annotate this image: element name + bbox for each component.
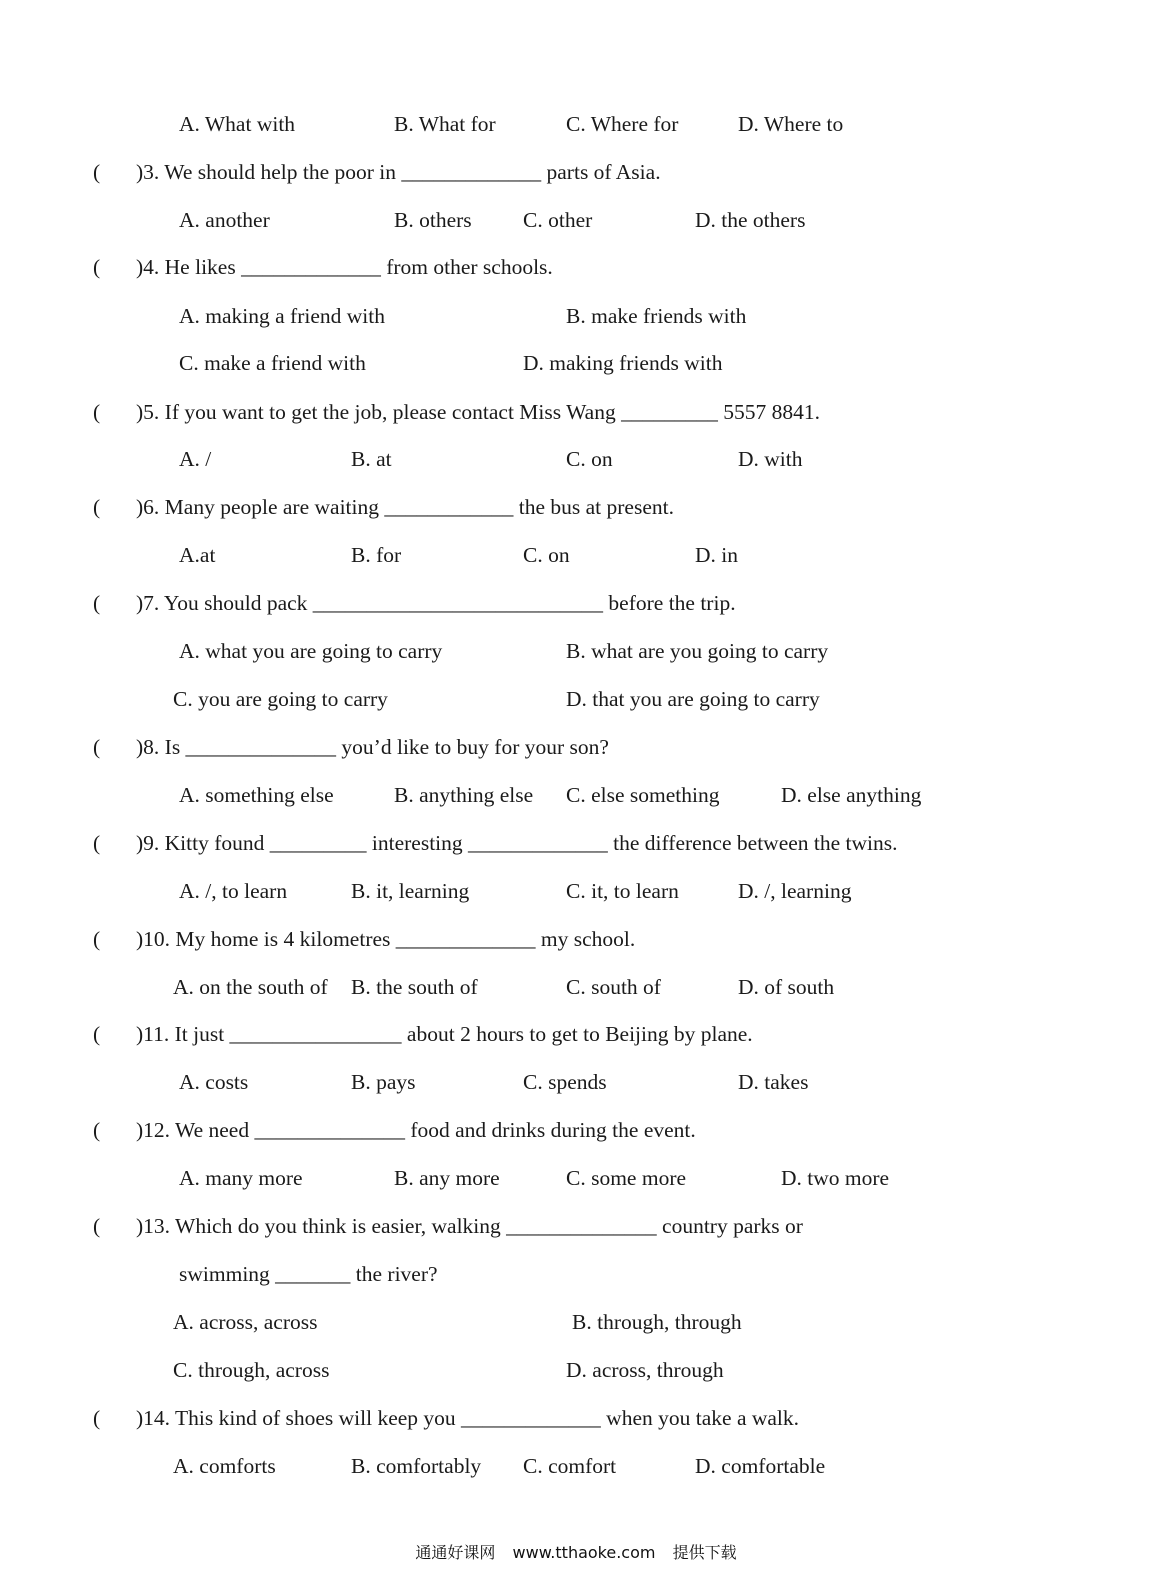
q4-stem: )4. He likes _____________ from other schools. bbox=[136, 255, 553, 279]
q3-answer-bracket: ( bbox=[93, 160, 101, 184]
q14-option-c: C. comfort bbox=[523, 1454, 617, 1478]
q2-option-a: A. What with bbox=[179, 112, 296, 136]
q7-option-c: C. you are going to carry bbox=[173, 687, 388, 711]
q14-option-a: A. comforts bbox=[173, 1454, 276, 1478]
q10-answer-bracket: ( bbox=[93, 927, 101, 951]
q11-option-b: B. pays bbox=[351, 1070, 416, 1094]
q6-option-b: B. for bbox=[351, 543, 402, 567]
q12-answer-bracket: ( bbox=[93, 1118, 101, 1142]
q11-option-d: D. takes bbox=[738, 1070, 809, 1094]
q5-option-c: C. on bbox=[566, 447, 613, 471]
q12-option-d: D. two more bbox=[781, 1166, 890, 1190]
q4-option-c: C. make a friend with bbox=[179, 351, 366, 375]
q6-stem: )6. Many people are waiting ____________ the bus at present. bbox=[136, 495, 674, 519]
q14-stem: )14. This kind of shoes will keep you _____________ when you take a walk. bbox=[136, 1406, 800, 1430]
q10-option-a: A. on the south of bbox=[173, 975, 328, 999]
q4-option-a: A. making a friend with bbox=[179, 304, 385, 328]
q8-option-b: B. anything else bbox=[394, 783, 534, 807]
q12-option-a: A. many more bbox=[179, 1166, 303, 1190]
q3-option-d: D. the others bbox=[695, 208, 806, 232]
q6-answer-bracket: ( bbox=[93, 495, 101, 519]
q14-option-b: B. comfortably bbox=[351, 1454, 482, 1478]
q9-option-c: C. it, to learn bbox=[566, 879, 679, 903]
q9-option-d: D. /, learning bbox=[738, 879, 852, 903]
q4-option-b: B. make friends with bbox=[566, 304, 747, 328]
q7-stem: )7. You should pack ___________________________ before the trip. bbox=[136, 591, 736, 615]
q11-option-c: C. spends bbox=[523, 1070, 607, 1094]
q3-option-c: C. other bbox=[523, 208, 593, 232]
q8-option-d: D. else anything bbox=[781, 783, 922, 807]
q8-stem: )8. Is ______________ you’d like to buy for your son? bbox=[136, 735, 609, 759]
q13-answer-bracket: ( bbox=[93, 1214, 101, 1238]
q9-stem: )9. Kitty found _________ interesting _____________ the difference between the twins. bbox=[136, 831, 898, 855]
q8-answer-bracket: ( bbox=[93, 735, 101, 759]
q3-option-a: A. another bbox=[179, 208, 270, 232]
q5-option-d: D. with bbox=[738, 447, 803, 471]
q13-option-d: D. across, through bbox=[566, 1358, 724, 1382]
q5-option-b: B. at bbox=[351, 447, 392, 471]
q5-stem: )5. If you want to get the job, please contact Miss Wang _________ 5557 8841. bbox=[136, 400, 820, 424]
q14-option-d: D. comfortable bbox=[695, 1454, 826, 1478]
q10-option-d: D. of south bbox=[738, 975, 835, 999]
q13-option-a: A. across, across bbox=[173, 1310, 318, 1334]
q6-option-c: C. on bbox=[523, 543, 570, 567]
footer-url[interactable]: www.tthaoke.com bbox=[512, 1543, 656, 1562]
q8-option-a: A. something else bbox=[179, 783, 334, 807]
q13-option-c: C. through, across bbox=[173, 1358, 330, 1382]
q3-stem: )3. We should help the poor in _____________ parts of Asia. bbox=[136, 160, 661, 184]
q2-option-b: B. What for bbox=[394, 112, 496, 136]
q2-option-c: C. Where for bbox=[566, 112, 679, 136]
footer-note: 提供下载 bbox=[672, 1543, 737, 1562]
q7-option-b: B. what are you going to carry bbox=[566, 639, 829, 663]
q9-answer-bracket: ( bbox=[93, 831, 101, 855]
q3-option-b: B. others bbox=[394, 208, 472, 232]
q11-answer-bracket: ( bbox=[93, 1022, 101, 1046]
q13-stem-continued: swimming _______ the river? bbox=[179, 1262, 438, 1286]
q7-option-d: D. that you are going to carry bbox=[566, 687, 820, 711]
q6-option-d: D. in bbox=[695, 543, 738, 567]
q4-answer-bracket: ( bbox=[93, 255, 101, 279]
page-footer bbox=[0, 1542, 1152, 1564]
q12-stem: )12. We need ______________ food and drinks during the event. bbox=[136, 1118, 696, 1142]
q10-option-c: C. south of bbox=[566, 975, 661, 999]
q12-option-b: B. any more bbox=[394, 1166, 500, 1190]
q12-option-c: C. some more bbox=[566, 1166, 687, 1190]
q14-answer-bracket: ( bbox=[93, 1406, 101, 1430]
q5-option-a: A. / bbox=[179, 447, 212, 471]
q6-option-a: A.at bbox=[179, 543, 216, 567]
q13-stem: )13. Which do you think is easier, walking ______________ country parks or bbox=[136, 1214, 803, 1238]
q9-option-b: B. it, learning bbox=[351, 879, 470, 903]
q7-option-a: A. what you are going to carry bbox=[179, 639, 443, 663]
q9-option-a: A. /, to learn bbox=[179, 879, 288, 903]
q11-stem: )11. It just ________________ about 2 hours to get to Beijing by plane. bbox=[136, 1022, 753, 1046]
q2-option-d: D. Where to bbox=[738, 112, 844, 136]
q13-option-b: B. through, through bbox=[572, 1310, 742, 1334]
q10-stem: )10. My home is 4 kilometres _____________ my school. bbox=[136, 927, 636, 951]
footer-site-name: 通通好课网 bbox=[415, 1543, 496, 1562]
q4-option-d: D. making friends with bbox=[523, 351, 723, 375]
q7-answer-bracket: ( bbox=[93, 591, 101, 615]
q11-option-a: A. costs bbox=[179, 1070, 249, 1094]
q10-option-b: B. the south of bbox=[351, 975, 478, 999]
q5-answer-bracket: ( bbox=[93, 400, 101, 424]
q8-option-c: C. else something bbox=[566, 783, 720, 807]
